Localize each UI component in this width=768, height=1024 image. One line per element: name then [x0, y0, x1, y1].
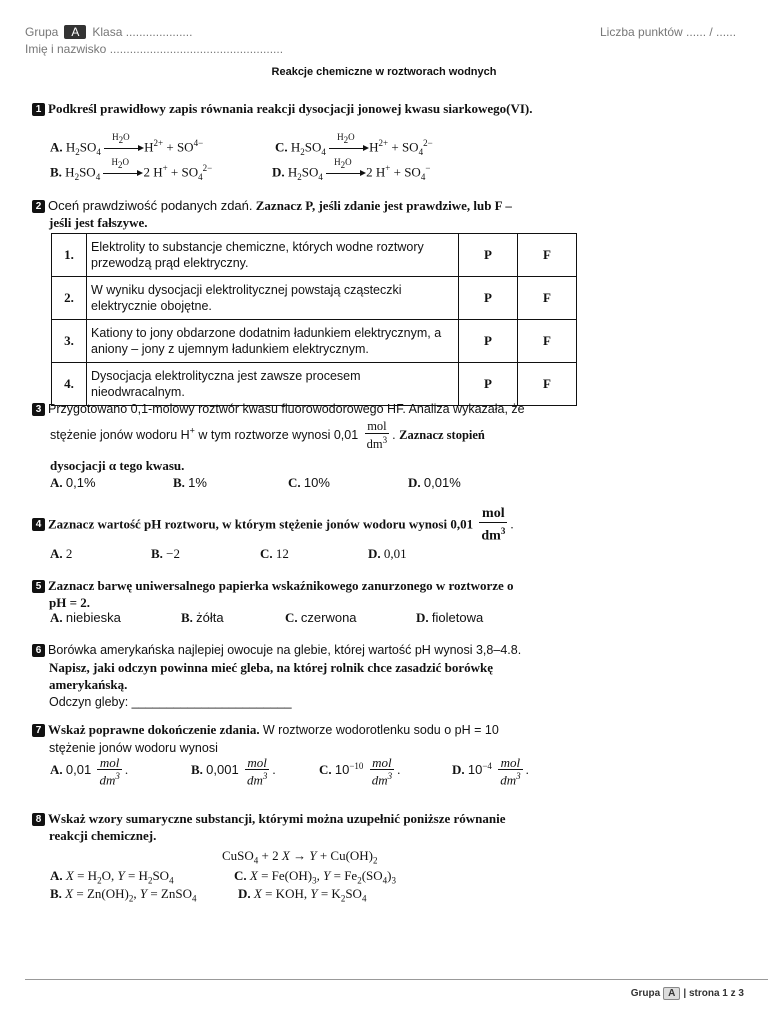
question-number: 1 — [32, 103, 45, 116]
question-number: 6 — [32, 644, 45, 657]
q3-option-c[interactable]: C. 10% — [288, 475, 330, 490]
unit-fraction: $\frac{\text{mol}}{dm^3}$ — [246, 755, 268, 788]
q5-option-b[interactable]: B. żółta — [181, 610, 224, 625]
false-cell[interactable]: F — [518, 320, 577, 363]
q3-option-b[interactable]: B. 1% — [173, 475, 207, 490]
q8-equation: CuSO$_4$ + 2 $X \to Y + Cu(OH)_2$ — [222, 848, 378, 866]
q7-option-d[interactable]: D. $10^{-4}$ $\frac{\text{mol}}{dm^3}$ . — [452, 755, 529, 788]
unit-fraction: $\frac{\text{mol}}{dm^3}$ — [481, 506, 506, 544]
points-label: Liczba punktów ...... / ...... — [600, 25, 737, 39]
q3-option-a[interactable]: A. 0,1% — [50, 475, 96, 490]
q4-option-d[interactable]: D. 0,01 — [368, 546, 407, 561]
question-number: 8 — [32, 813, 45, 826]
answer-field[interactable]: Odczyn gleby: _______________________ — [49, 695, 292, 709]
q1-option-d[interactable]: D. $H_2SO_4$ $H_2O$ 2 $H^+ + SO_4^-$ — [272, 157, 431, 182]
question-2: 2 Oceń prawdziwość podanych zdań. Zaznacz P, jeśli zdanie jest prawdziwe, lub F – jeśli jest fałszywe. — [32, 197, 572, 231]
reaction-arrow-icon: $H_2O$ — [104, 142, 144, 154]
question-1 — [32, 100, 552, 117]
unit-fraction: $\frac{\text{mol}}{dm^3}$ — [371, 755, 393, 788]
q8-option-c[interactable]: C. $X = Fe(OH)_3$, $Y = Fe_2(SO_4)_3$ — [234, 868, 396, 886]
question-8: 8 Wskaż wzory sumaryczne substancji, którymi można uzupełnić poniższe równanie reakcji chemicznej. — [32, 810, 592, 844]
question-7: 7 Wskaż poprawne dokończenie zdania. W roztworze wodorotlenku sodu o pH = 10 stężenie jonów wodoru wynosi — [32, 721, 612, 757]
q5-option-c[interactable]: C. czerwona — [285, 610, 357, 625]
true-cell[interactable]: P — [459, 320, 518, 363]
header-group: Grupa A Klasa .................... — [25, 25, 193, 39]
footer-divider — [25, 979, 768, 980]
question-3: 3 Przygotowano 0,1-molowy roztwór kwasu fluorowodorowego HF. Analiza wykazała, że — [32, 402, 592, 416]
q1-option-b[interactable]: B. $H_2SO_4$ $H_2O$ 2 $H^+ + SO_4^{2-}$ — [50, 157, 213, 182]
reaction-arrow-icon: $H_2O$ — [103, 167, 143, 179]
q7-option-a[interactable]: A. 0,01 $\frac{\text{mol}}{dm^3}$ . — [50, 755, 129, 788]
question-4: 4 Zaznacz wartość pH roztworu, w którym stężenie jonów wodoru wynosi 0,01 $\frac{\text{mol}}{dm^3}$ . — [32, 506, 514, 545]
table-row: 2. W wyniku dysocjacji elektrolitycznej powstają cząsteczki elektrycznie obojętne. P F — [52, 277, 577, 320]
q7-option-b[interactable]: B. 0,001 $\frac{\text{mol}}{dm^3}$ . — [191, 755, 276, 788]
q5-option-a[interactable]: A. niebieska — [50, 610, 121, 625]
q4-option-b[interactable]: B. −2 — [151, 546, 181, 561]
question-number: 5 — [32, 580, 45, 593]
unit-fraction: $\frac{\text{mol}}{dm^3}$ — [366, 419, 388, 452]
q3-line-2: stężenie jonów wodoru H+ w tym roztworze wynosi 0,01 $\frac{\text{mol}}{dm^3}$ . Zaznacz stopień — [50, 419, 485, 452]
q8-option-b[interactable]: B. $X = Zn(OH)_2$, Y = ZnSO$_4$ — [50, 886, 197, 904]
q4-option-c[interactable]: C. 12 — [260, 546, 289, 561]
class-label: Klasa .................... — [92, 25, 193, 39]
q3-option-d[interactable]: D. 0,01% — [408, 475, 461, 490]
reaction-arrow-icon: $H_2O$ — [329, 142, 369, 154]
question-text: Podkreśl prawidłowy zapis równania reakcji dysocjacji jonowej kwasu siarkowego(VI). — [48, 101, 533, 116]
q7-option-c[interactable]: C. $10^{-10}$ $\frac{\text{mol}}{dm^3}$ . — [319, 755, 401, 788]
footer-group-badge: A — [663, 987, 680, 1000]
table-row: 3. Kationy to jony obdarzone dodatnim ładunkiem elektrycznym, a aniony – jony z ujemnym ładunkiem elektrycznym. P F — [52, 320, 577, 363]
unit-fraction: $\frac{\text{mol}}{dm^3}$ — [500, 755, 521, 788]
question-6: 6 Borówka amerykańska najlepiej owocuje na glebie, której wartość pH wynosi 3,8–4.8. Napisz, jaki odczyn powinna mieć gleba, na której rolnik chce zasadzić borówkę amerykańską. Odczyn gleby: _______________________ — [32, 641, 612, 711]
false-cell[interactable]: F — [518, 234, 577, 277]
q4-option-a[interactable]: A. 2 — [50, 546, 73, 561]
q8-option-d[interactable]: D. X = KOH, $Y = K_2SO_4$ — [238, 886, 367, 904]
q1-option-a[interactable]: A. $H_2SO_4$ $H_2O$ $H^{2+} + SO^{4-}$ — [50, 132, 204, 157]
footer: Grupa A | strona 1 z 3 — [630, 988, 744, 999]
question-number: 3 — [32, 403, 45, 416]
q3-bold-2: dysocjacji α tego kwasu. — [50, 458, 185, 473]
question-number: 2 — [32, 200, 45, 213]
false-cell[interactable]: F — [518, 277, 577, 320]
question-5: 5 Zaznacz barwę uniwersalnego papierka wskaźnikowego zanurzonego w roztworze o pH = 2. — [32, 577, 592, 611]
true-cell[interactable]: P — [459, 363, 518, 406]
unit-fraction: $\frac{\text{mol}}{dm^3}$ — [99, 755, 120, 788]
true-cell[interactable]: P — [459, 234, 518, 277]
name-label: Imię i nazwisko .................................................... — [25, 42, 284, 56]
false-cell[interactable]: F — [518, 363, 577, 406]
true-false-table — [51, 233, 577, 406]
reaction-arrow-icon: $H_2O$ — [326, 167, 366, 179]
q5-option-d[interactable]: D. fioletowa — [416, 610, 484, 625]
page-title: Reakcje chemiczne w roztworach wodnych — [271, 66, 497, 78]
q8-option-a[interactable]: A. $X = H_2O$, $Y = H_2SO_4$ — [50, 868, 174, 886]
group-badge: A — [64, 25, 86, 39]
table-row: 1. Elektrolity to substancje chemiczne, których wodne roztwory przewodzą prąd elektryczny. P F — [52, 234, 577, 277]
page-number: | strona 1 z 3 — [683, 988, 744, 999]
q1-option-c[interactable]: C. $H_2SO_4$ $H_2O$ $H^{2+} + SO_4^{2-}$ — [275, 132, 433, 157]
question-number: 4 — [32, 518, 45, 531]
table-row: 4. Dysocjacja elektrolityczna jest zawsze procesem nieodwracalnym. P F — [52, 363, 577, 406]
question-number: 7 — [32, 724, 45, 737]
true-cell[interactable]: P — [459, 277, 518, 320]
